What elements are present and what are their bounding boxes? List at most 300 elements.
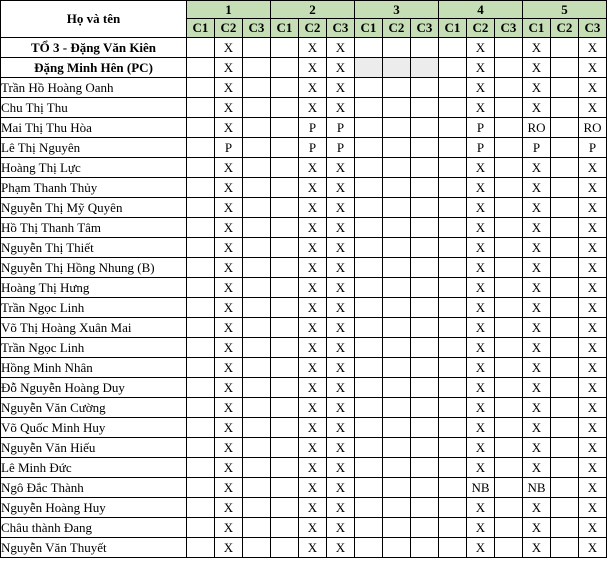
- mark-cell: [411, 378, 439, 398]
- mark-cell: X: [579, 338, 607, 358]
- mark-cell: X: [299, 438, 327, 458]
- table-row: [1, 398, 607, 418]
- mark-cell: [355, 538, 383, 558]
- member-name-cell: Hồng Minh Nhân: [1, 358, 187, 378]
- mark-cell: [383, 38, 411, 58]
- group-header-3: 3: [355, 1, 439, 19]
- mark-cell: [439, 538, 467, 558]
- mark-cell: X: [215, 158, 243, 178]
- mark-cell: X: [299, 298, 327, 318]
- mark-cell: [411, 398, 439, 418]
- mark-cell: [495, 398, 523, 418]
- mark-cell: [187, 518, 215, 538]
- mark-cell: [271, 478, 299, 498]
- member-name-cell: Nguyễn Thị Mỹ Quyên: [1, 198, 187, 218]
- mark-cell: [383, 238, 411, 258]
- mark-cell: [243, 238, 271, 258]
- mark-cell: [243, 358, 271, 378]
- mark-cell: P: [523, 138, 551, 158]
- mark-cell: [551, 98, 579, 118]
- mark-cell: X: [215, 358, 243, 378]
- mark-cell: X: [327, 338, 355, 358]
- mark-cell: [271, 118, 299, 138]
- mark-cell: [495, 78, 523, 98]
- subcol-header: C3: [579, 19, 607, 38]
- mark-cell: X: [327, 258, 355, 278]
- mark-cell: X: [523, 238, 551, 258]
- mark-cell: X: [579, 498, 607, 518]
- mark-cell: [383, 518, 411, 538]
- mark-cell: [439, 478, 467, 498]
- mark-cell: [271, 198, 299, 218]
- mark-cell: [243, 178, 271, 198]
- mark-cell: [383, 118, 411, 138]
- mark-cell: X: [327, 518, 355, 538]
- mark-cell: X: [215, 38, 243, 58]
- mark-cell: X: [327, 378, 355, 398]
- mark-cell: X: [327, 398, 355, 418]
- mark-cell: X: [523, 538, 551, 558]
- mark-cell: X: [299, 58, 327, 78]
- mark-cell: [355, 358, 383, 378]
- mark-cell: P: [299, 138, 327, 158]
- mark-cell: NB: [467, 478, 495, 498]
- member-name-cell: TỔ 3 - Đặng Văn Kiên: [1, 38, 187, 58]
- mark-cell: [187, 98, 215, 118]
- table-row: [1, 198, 607, 218]
- mark-cell: [551, 358, 579, 378]
- mark-cell: [551, 78, 579, 98]
- mark-cell: [271, 218, 299, 238]
- mark-cell: [439, 298, 467, 318]
- mark-cell: X: [579, 518, 607, 538]
- mark-cell: RO: [523, 118, 551, 138]
- table-row: [1, 518, 607, 538]
- mark-cell: [495, 418, 523, 438]
- mark-cell: [551, 538, 579, 558]
- mark-cell: X: [215, 258, 243, 278]
- mark-cell: X: [327, 58, 355, 78]
- mark-cell: X: [579, 58, 607, 78]
- mark-cell: [551, 278, 579, 298]
- mark-cell: [383, 498, 411, 518]
- mark-cell: X: [523, 158, 551, 178]
- mark-cell: [411, 298, 439, 318]
- mark-cell: X: [579, 478, 607, 498]
- mark-cell: [411, 58, 439, 78]
- mark-cell: [243, 118, 271, 138]
- mark-cell: X: [215, 518, 243, 538]
- mark-cell: [383, 298, 411, 318]
- mark-cell: [495, 518, 523, 538]
- mark-cell: X: [215, 58, 243, 78]
- mark-cell: [439, 438, 467, 458]
- mark-cell: [187, 278, 215, 298]
- mark-cell: [243, 438, 271, 458]
- mark-cell: X: [467, 258, 495, 278]
- mark-cell: [411, 98, 439, 118]
- mark-cell: [495, 438, 523, 458]
- mark-cell: X: [523, 38, 551, 58]
- mark-cell: [271, 58, 299, 78]
- mark-cell: X: [523, 198, 551, 218]
- mark-cell: X: [327, 538, 355, 558]
- member-name-cell: Võ Quốc Minh Huy: [1, 418, 187, 438]
- mark-cell: [551, 158, 579, 178]
- mark-cell: X: [579, 378, 607, 398]
- mark-cell: [439, 278, 467, 298]
- mark-cell: [355, 78, 383, 98]
- group-header-5: 5: [523, 1, 607, 19]
- mark-cell: X: [579, 298, 607, 318]
- mark-cell: [187, 398, 215, 418]
- mark-cell: [439, 398, 467, 418]
- mark-cell: [187, 258, 215, 278]
- mark-cell: X: [523, 398, 551, 418]
- table-row: [1, 438, 607, 458]
- member-name-cell: Trần Ngọc Linh: [1, 298, 187, 318]
- mark-cell: X: [579, 278, 607, 298]
- mark-cell: [495, 338, 523, 358]
- mark-cell: [187, 198, 215, 218]
- mark-cell: X: [523, 58, 551, 78]
- mark-cell: X: [523, 278, 551, 298]
- mark-cell: [243, 78, 271, 98]
- mark-cell: [439, 158, 467, 178]
- mark-cell: [383, 58, 411, 78]
- mark-cell: [411, 38, 439, 58]
- mark-cell: [187, 38, 215, 58]
- member-name-cell: Nguyễn Văn Hiếu: [1, 438, 187, 458]
- mark-cell: X: [327, 218, 355, 238]
- mark-cell: X: [467, 398, 495, 418]
- mark-cell: [439, 458, 467, 478]
- mark-cell: [411, 78, 439, 98]
- mark-cell: [243, 218, 271, 238]
- mark-cell: [495, 378, 523, 398]
- mark-cell: [271, 78, 299, 98]
- table-row: [1, 378, 607, 398]
- table-row: [1, 338, 607, 358]
- mark-cell: [383, 278, 411, 298]
- mark-cell: [411, 218, 439, 238]
- mark-cell: [355, 38, 383, 58]
- mark-cell: X: [299, 278, 327, 298]
- mark-cell: X: [467, 518, 495, 538]
- member-name-cell: Hoàng Thị Hưng: [1, 278, 187, 298]
- mark-cell: [495, 178, 523, 198]
- subcol-header: C2: [383, 19, 411, 38]
- mark-cell: X: [327, 98, 355, 118]
- mark-cell: [495, 138, 523, 158]
- mark-cell: [439, 138, 467, 158]
- mark-cell: [411, 458, 439, 478]
- mark-cell: [355, 398, 383, 418]
- mark-cell: [187, 78, 215, 98]
- mark-cell: X: [523, 338, 551, 358]
- mark-cell: [187, 318, 215, 338]
- mark-cell: X: [299, 398, 327, 418]
- table-row: [1, 78, 607, 98]
- mark-cell: [355, 58, 383, 78]
- mark-cell: X: [579, 438, 607, 458]
- mark-cell: P: [299, 118, 327, 138]
- mark-cell: [271, 378, 299, 398]
- mark-cell: X: [215, 398, 243, 418]
- mark-cell: [187, 178, 215, 198]
- mark-cell: [439, 118, 467, 138]
- mark-cell: [355, 278, 383, 298]
- mark-cell: [411, 498, 439, 518]
- mark-cell: [271, 278, 299, 298]
- mark-cell: X: [215, 298, 243, 318]
- mark-cell: X: [467, 198, 495, 218]
- mark-cell: X: [299, 518, 327, 538]
- member-name-cell: Đỗ Nguyễn Hoàng Duy: [1, 378, 187, 398]
- mark-cell: X: [467, 338, 495, 358]
- mark-cell: [551, 178, 579, 198]
- mark-cell: X: [579, 238, 607, 258]
- mark-cell: X: [215, 278, 243, 298]
- mark-cell: [355, 498, 383, 518]
- mark-cell: X: [523, 418, 551, 438]
- table-row: [1, 498, 607, 518]
- mark-cell: X: [327, 478, 355, 498]
- table-row: [1, 98, 607, 118]
- subcol-header: C2: [551, 19, 579, 38]
- subcol-header: C1: [523, 19, 551, 38]
- mark-cell: [355, 158, 383, 178]
- mark-cell: [187, 238, 215, 258]
- mark-cell: X: [327, 198, 355, 218]
- mark-cell: [495, 98, 523, 118]
- subcol-header: C3: [327, 19, 355, 38]
- mark-cell: X: [327, 498, 355, 518]
- mark-cell: [411, 138, 439, 158]
- mark-cell: [383, 178, 411, 198]
- member-name-cell: Hoàng Thị Lực: [1, 158, 187, 178]
- mark-cell: X: [579, 538, 607, 558]
- member-name-cell: Ngô Đắc Thành: [1, 478, 187, 498]
- member-name-cell: Trần Ngọc Linh: [1, 338, 187, 358]
- mark-cell: X: [327, 358, 355, 378]
- mark-cell: [495, 198, 523, 218]
- mark-cell: [439, 518, 467, 538]
- mark-cell: X: [327, 278, 355, 298]
- mark-cell: X: [299, 198, 327, 218]
- mark-cell: [187, 378, 215, 398]
- subcol-header: C2: [299, 19, 327, 38]
- mark-cell: X: [467, 438, 495, 458]
- mark-cell: X: [579, 458, 607, 478]
- mark-cell: X: [467, 298, 495, 318]
- mark-cell: X: [467, 78, 495, 98]
- mark-cell: X: [299, 258, 327, 278]
- mark-cell: [355, 318, 383, 338]
- mark-cell: [243, 318, 271, 338]
- mark-cell: [411, 258, 439, 278]
- mark-cell: X: [299, 318, 327, 338]
- mark-cell: X: [579, 218, 607, 238]
- mark-cell: [355, 338, 383, 358]
- mark-cell: [243, 458, 271, 478]
- table-row: [1, 318, 607, 338]
- mark-cell: [187, 158, 215, 178]
- mark-cell: [551, 118, 579, 138]
- mark-cell: [495, 158, 523, 178]
- mark-cell: X: [215, 438, 243, 458]
- subcol-header: C3: [495, 19, 523, 38]
- mark-cell: X: [215, 538, 243, 558]
- mark-cell: X: [215, 378, 243, 398]
- mark-cell: X: [215, 418, 243, 438]
- mark-cell: X: [299, 418, 327, 438]
- table-row: [1, 178, 607, 198]
- mark-cell: X: [467, 418, 495, 438]
- mark-cell: X: [523, 318, 551, 338]
- mark-cell: X: [523, 518, 551, 538]
- mark-cell: [187, 538, 215, 558]
- mark-cell: [411, 418, 439, 438]
- mark-cell: P: [467, 118, 495, 138]
- mark-cell: [411, 478, 439, 498]
- mark-cell: [411, 198, 439, 218]
- mark-cell: [187, 438, 215, 458]
- mark-cell: X: [327, 438, 355, 458]
- mark-cell: X: [579, 358, 607, 378]
- table-body: [1, 38, 607, 558]
- mark-cell: X: [523, 498, 551, 518]
- mark-cell: [355, 138, 383, 158]
- mark-cell: [355, 178, 383, 198]
- mark-cell: X: [579, 258, 607, 278]
- mark-cell: X: [215, 178, 243, 198]
- mark-cell: X: [215, 98, 243, 118]
- subcol-header: C2: [215, 19, 243, 38]
- mark-cell: [411, 178, 439, 198]
- mark-cell: X: [299, 338, 327, 358]
- mark-cell: [271, 518, 299, 538]
- mark-cell: X: [467, 58, 495, 78]
- mark-cell: X: [467, 98, 495, 118]
- mark-cell: [187, 478, 215, 498]
- mark-cell: [271, 398, 299, 418]
- mark-cell: RO: [579, 118, 607, 138]
- mark-cell: [243, 198, 271, 218]
- mark-cell: [271, 138, 299, 158]
- mark-cell: [551, 298, 579, 318]
- mark-cell: X: [327, 38, 355, 58]
- mark-cell: [187, 298, 215, 318]
- mark-cell: [551, 378, 579, 398]
- mark-cell: X: [467, 358, 495, 378]
- mark-cell: [439, 78, 467, 98]
- mark-cell: [495, 258, 523, 278]
- table-row: [1, 358, 607, 378]
- mark-cell: [495, 318, 523, 338]
- mark-cell: X: [299, 98, 327, 118]
- mark-cell: [439, 218, 467, 238]
- mark-cell: [495, 458, 523, 478]
- mark-cell: [551, 458, 579, 478]
- mark-cell: [439, 338, 467, 358]
- subcol-header: C1: [271, 19, 299, 38]
- mark-cell: [243, 38, 271, 58]
- mark-cell: [383, 438, 411, 458]
- mark-cell: [551, 38, 579, 58]
- mark-cell: [411, 358, 439, 378]
- mark-cell: X: [579, 318, 607, 338]
- group-header-row: [1, 1, 607, 19]
- mark-cell: X: [327, 158, 355, 178]
- mark-cell: [411, 518, 439, 538]
- mark-cell: [243, 98, 271, 118]
- mark-cell: [383, 418, 411, 438]
- mark-cell: X: [327, 418, 355, 438]
- mark-cell: [383, 378, 411, 398]
- mark-cell: [551, 138, 579, 158]
- mark-cell: X: [523, 438, 551, 458]
- mark-cell: X: [299, 498, 327, 518]
- table-row: [1, 458, 607, 478]
- mark-cell: [383, 158, 411, 178]
- mark-cell: NB: [523, 478, 551, 498]
- mark-cell: [495, 278, 523, 298]
- mark-cell: X: [579, 98, 607, 118]
- mark-cell: X: [523, 98, 551, 118]
- mark-cell: P: [467, 138, 495, 158]
- mark-cell: [495, 478, 523, 498]
- mark-cell: P: [327, 118, 355, 138]
- table-row: [1, 538, 607, 558]
- mark-cell: [495, 498, 523, 518]
- mark-cell: X: [299, 478, 327, 498]
- mark-cell: [355, 118, 383, 138]
- mark-cell: [411, 158, 439, 178]
- mark-cell: [495, 298, 523, 318]
- mark-cell: X: [299, 538, 327, 558]
- mark-cell: [187, 458, 215, 478]
- mark-cell: X: [467, 218, 495, 238]
- mark-cell: [495, 358, 523, 378]
- mark-cell: [355, 418, 383, 438]
- mark-cell: [355, 98, 383, 118]
- mark-cell: X: [523, 358, 551, 378]
- mark-cell: [383, 218, 411, 238]
- mark-cell: [271, 458, 299, 478]
- mark-cell: X: [467, 538, 495, 558]
- mark-cell: [551, 58, 579, 78]
- mark-cell: [187, 218, 215, 238]
- mark-cell: X: [215, 238, 243, 258]
- mark-cell: [243, 58, 271, 78]
- name-column-header: Họ và tên: [1, 1, 187, 38]
- table-row: [1, 58, 607, 78]
- mark-cell: [551, 438, 579, 458]
- mark-cell: P: [579, 138, 607, 158]
- mark-cell: [439, 258, 467, 278]
- mark-cell: X: [215, 218, 243, 238]
- mark-cell: X: [215, 338, 243, 358]
- mark-cell: [187, 118, 215, 138]
- mark-cell: X: [579, 38, 607, 58]
- mark-cell: X: [579, 398, 607, 418]
- member-name-cell: Lê Minh Đức: [1, 458, 187, 478]
- mark-cell: P: [215, 138, 243, 158]
- mark-cell: [271, 438, 299, 458]
- subcol-header: C1: [187, 19, 215, 38]
- mark-cell: [495, 118, 523, 138]
